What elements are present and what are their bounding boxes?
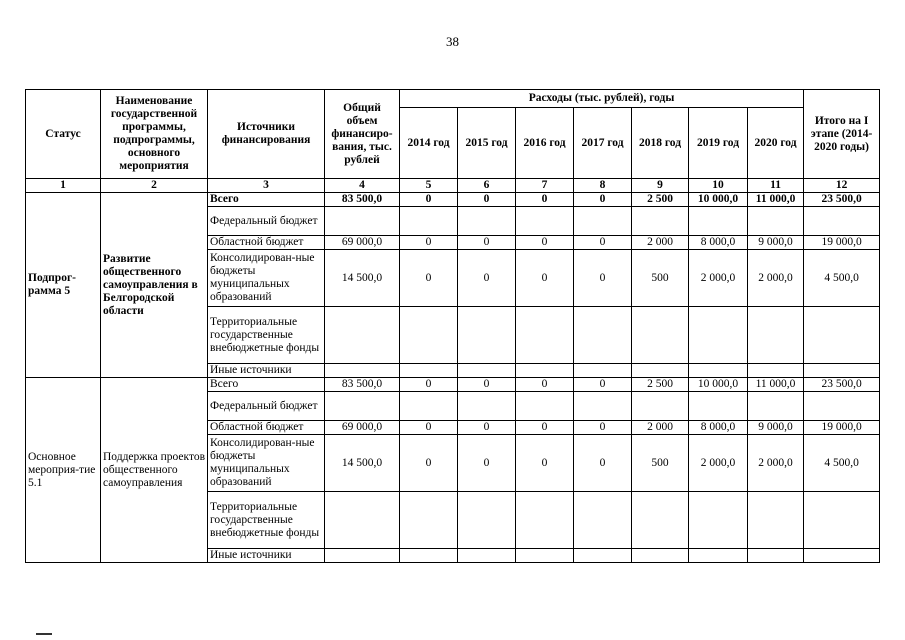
year-value-cell xyxy=(400,364,458,378)
year-value-cell: 0 xyxy=(574,250,632,307)
year-value-cell: 9 000,0 xyxy=(748,421,804,435)
year-value-cell xyxy=(574,549,632,563)
total-cell: 14 500,0 xyxy=(325,250,400,307)
year-value-cell xyxy=(748,207,804,236)
table-body xyxy=(26,193,880,563)
year-value-cell xyxy=(748,392,804,421)
year-value-cell xyxy=(689,207,748,236)
total-cell xyxy=(325,392,400,421)
year-value-cell xyxy=(400,392,458,421)
column-number: 11 xyxy=(748,179,804,193)
year-value-cell: 0 xyxy=(574,378,632,392)
year-value-cell xyxy=(689,549,748,563)
year-value-cell: 0 xyxy=(458,193,516,207)
source-cell: Иные источники xyxy=(208,364,325,378)
year-value-cell: 0 xyxy=(400,193,458,207)
year-value-cell: 0 xyxy=(458,378,516,392)
year-value-cell: 0 xyxy=(516,236,574,250)
year-value-cell xyxy=(632,392,689,421)
year-value-cell xyxy=(400,549,458,563)
year-value-cell xyxy=(689,492,748,549)
header-name: Наименование государственной программы, подпрограммы, основного мероприятия xyxy=(101,90,208,179)
total-cell xyxy=(325,207,400,236)
stage-total-cell xyxy=(804,364,880,378)
stage-total-cell xyxy=(804,392,880,421)
header-year: 2016 год xyxy=(516,108,574,179)
total-cell xyxy=(325,492,400,549)
status-cell: Основное мероприя-тие 5.1 xyxy=(26,378,101,563)
source-cell: Федеральный бюджет xyxy=(208,392,325,421)
header-year: 2017 год xyxy=(574,108,632,179)
year-value-cell xyxy=(458,492,516,549)
column-number: 4 xyxy=(325,179,400,193)
year-value-cell: 2 500 xyxy=(632,193,689,207)
year-value-cell: 10 000,0 xyxy=(689,193,748,207)
year-value-cell xyxy=(689,364,748,378)
year-value-cell: 11 000,0 xyxy=(748,378,804,392)
column-number: 1 xyxy=(26,179,101,193)
total-cell xyxy=(325,307,400,364)
column-number: 3 xyxy=(208,179,325,193)
year-value-cell xyxy=(689,307,748,364)
year-value-cell: 2 000,0 xyxy=(689,250,748,307)
year-value-cell: 500 xyxy=(632,250,689,307)
year-value-cell: 2 000 xyxy=(632,421,689,435)
year-value-cell xyxy=(748,364,804,378)
total-cell xyxy=(325,549,400,563)
year-value-cell: 0 xyxy=(458,421,516,435)
program-name-cell: Поддержка проектов общественного самоуправления xyxy=(101,378,208,563)
table-row xyxy=(26,193,880,207)
year-value-cell: 8 000,0 xyxy=(689,421,748,435)
stage-total-cell xyxy=(804,307,880,364)
header-year: 2019 год xyxy=(689,108,748,179)
year-value-cell: 0 xyxy=(400,435,458,492)
year-value-cell: 2 000,0 xyxy=(689,435,748,492)
header-expenses: Расходы (тыс. рублей), годы xyxy=(400,90,804,108)
total-cell: 14 500,0 xyxy=(325,435,400,492)
year-value-cell: 11 000,0 xyxy=(748,193,804,207)
year-value-cell: 2 000 xyxy=(632,236,689,250)
column-number: 2 xyxy=(101,179,208,193)
year-value-cell: 0 xyxy=(574,236,632,250)
year-value-cell: 0 xyxy=(516,435,574,492)
header-year: 2018 год xyxy=(632,108,689,179)
stage-total-cell xyxy=(804,492,880,549)
source-cell: Территориальные государственные внебюджетные фонды xyxy=(208,492,325,549)
year-value-cell: 0 xyxy=(516,378,574,392)
year-value-cell xyxy=(748,549,804,563)
year-value-cell xyxy=(574,392,632,421)
stage-total-cell: 4 500,0 xyxy=(804,435,880,492)
source-cell: Консолидирован-ные бюджеты муниципальных образований xyxy=(208,250,325,307)
year-value-cell xyxy=(632,207,689,236)
year-value-cell xyxy=(458,392,516,421)
year-value-cell: 0 xyxy=(458,236,516,250)
year-value-cell: 2 500 xyxy=(632,378,689,392)
year-value-cell xyxy=(574,207,632,236)
year-value-cell xyxy=(400,307,458,364)
header-year: 2015 год xyxy=(458,108,516,179)
year-value-cell xyxy=(516,492,574,549)
year-value-cell xyxy=(516,207,574,236)
stage-total-cell: 4 500,0 xyxy=(804,250,880,307)
year-value-cell: 2 000,0 xyxy=(748,250,804,307)
year-value-cell xyxy=(458,207,516,236)
year-value-cell: 0 xyxy=(400,236,458,250)
year-value-cell: 0 xyxy=(574,421,632,435)
year-value-cell: 0 xyxy=(400,421,458,435)
year-value-cell xyxy=(516,392,574,421)
stage-total-cell: 19 000,0 xyxy=(804,421,880,435)
year-value-cell xyxy=(516,307,574,364)
source-cell: Областной бюджет xyxy=(208,421,325,435)
year-value-cell xyxy=(574,492,632,549)
source-cell: Иные источники xyxy=(208,549,325,563)
header-sources: Источники финансирования xyxy=(208,90,325,179)
year-value-cell xyxy=(458,364,516,378)
header-total-volume: Общий объем финансиро-вания, тыс. рублей xyxy=(325,90,400,179)
header-year: 2014 год xyxy=(400,108,458,179)
source-cell: Областной бюджет xyxy=(208,236,325,250)
source-cell: Федеральный бюджет xyxy=(208,207,325,236)
year-value-cell xyxy=(632,492,689,549)
total-cell xyxy=(325,364,400,378)
column-number: 6 xyxy=(458,179,516,193)
year-value-cell: 0 xyxy=(516,421,574,435)
year-value-cell xyxy=(632,307,689,364)
year-value-cell xyxy=(458,549,516,563)
total-cell: 69 000,0 xyxy=(325,421,400,435)
year-value-cell: 10 000,0 xyxy=(689,378,748,392)
year-value-cell: 0 xyxy=(574,193,632,207)
year-value-cell: 8 000,0 xyxy=(689,236,748,250)
year-value-cell: 500 xyxy=(632,435,689,492)
year-value-cell: 0 xyxy=(516,250,574,307)
column-number: 10 xyxy=(689,179,748,193)
total-cell: 83 500,0 xyxy=(325,193,400,207)
year-value-cell: 0 xyxy=(400,378,458,392)
year-value-cell xyxy=(458,307,516,364)
status-cell: Подпрог-рамма 5 xyxy=(26,193,101,378)
program-name-cell: Развитие общественного самоуправления в Белгородской области xyxy=(101,193,208,378)
source-cell: Всего xyxy=(208,193,325,207)
header-stage-total: Итого на I этапе (2014-2020 годы) xyxy=(804,90,880,179)
year-value-cell: 0 xyxy=(516,193,574,207)
year-value-cell: 0 xyxy=(458,435,516,492)
source-cell: Территориальные государственные внебюджетные фонды xyxy=(208,307,325,364)
header-status: Статус xyxy=(26,90,101,179)
source-cell: Консолидирован-ные бюджеты муниципальных образований xyxy=(208,435,325,492)
financing-table xyxy=(25,89,880,563)
total-cell: 69 000,0 xyxy=(325,236,400,250)
year-value-cell xyxy=(400,207,458,236)
stage-total-cell xyxy=(804,549,880,563)
year-value-cell xyxy=(574,307,632,364)
year-value-cell xyxy=(574,364,632,378)
year-value-cell: 2 000,0 xyxy=(748,435,804,492)
column-number: 12 xyxy=(804,179,880,193)
year-value-cell: 9 000,0 xyxy=(748,236,804,250)
year-value-cell xyxy=(400,492,458,549)
source-cell: Всего xyxy=(208,378,325,392)
year-value-cell xyxy=(632,364,689,378)
stage-total-cell: 23 500,0 xyxy=(804,378,880,392)
year-value-cell: 0 xyxy=(400,250,458,307)
column-number: 5 xyxy=(400,179,458,193)
column-number: 8 xyxy=(574,179,632,193)
year-value-cell xyxy=(516,364,574,378)
column-number: 7 xyxy=(516,179,574,193)
year-value-cell: 0 xyxy=(574,435,632,492)
stage-total-cell: 19 000,0 xyxy=(804,236,880,250)
year-value-cell xyxy=(516,549,574,563)
header-year: 2020 год xyxy=(748,108,804,179)
year-value-cell xyxy=(632,549,689,563)
year-value-cell xyxy=(689,392,748,421)
year-value-cell xyxy=(748,492,804,549)
stage-total-cell: 23 500,0 xyxy=(804,193,880,207)
year-value-cell xyxy=(748,307,804,364)
page-number: 38 xyxy=(446,34,459,49)
stage-total-cell xyxy=(804,207,880,236)
table-row xyxy=(26,378,880,392)
total-cell: 83 500,0 xyxy=(325,378,400,392)
year-value-cell: 0 xyxy=(458,250,516,307)
scan-mark xyxy=(36,633,52,635)
column-numbers-row xyxy=(26,179,880,193)
column-number: 9 xyxy=(632,179,689,193)
